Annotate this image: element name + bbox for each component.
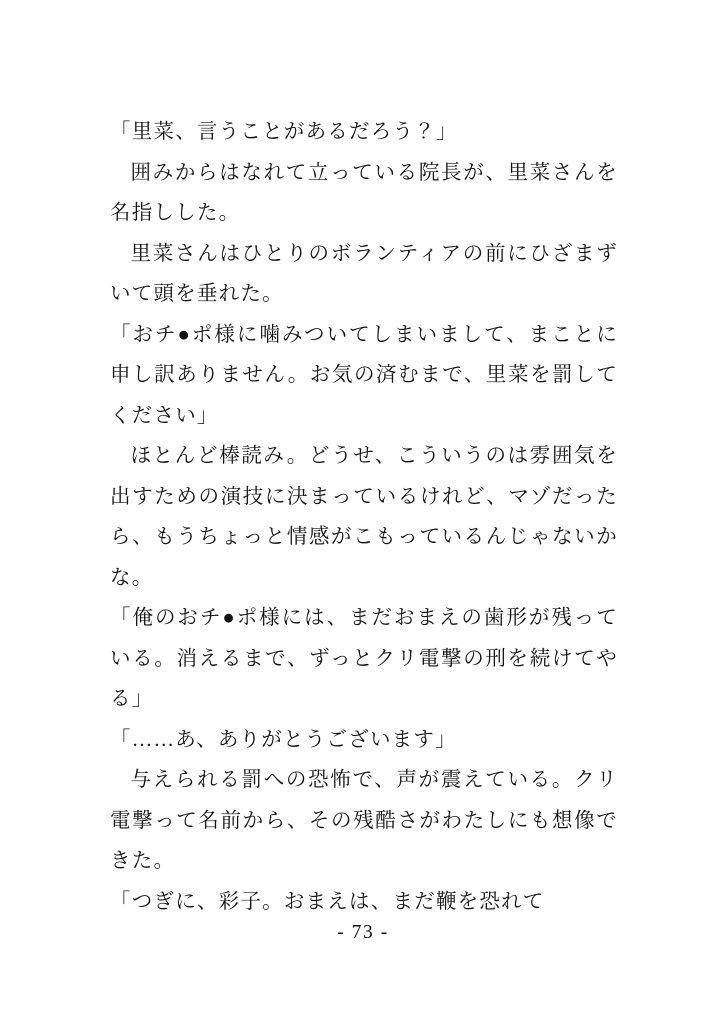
page-body-text [110, 112, 618, 922]
paragraph: 「つぎに、彩子。おまえは、まだ鞭を恐れて [110, 890, 545, 913]
paragraph: 「……あ、ありがとうございます」 [110, 728, 457, 751]
paragraph: 与えられる罰への恐怖で、声が震えている。クリ電撃って名前から、その残酷さがわたしにも想像できた。 [110, 769, 618, 872]
paragraph: ほとんど棒読み。どうせ、こういうのは雰囲気を出すための演技に決まっているけれど、マゾだったら、もうちょっと情感がこもっているんじゃないかな。 [110, 445, 618, 589]
paragraph: 里菜さんはひとりのボランティアの前にひざまずいて頭を垂れた。 [110, 242, 618, 305]
paragraph: 「里菜、言うことがあるだろう？」 [110, 121, 458, 143]
page-number: - 73 - [337, 922, 389, 943]
paragraph: 囲みからはなれて立っている院長が、里菜さんを名指しした。 [110, 161, 618, 224]
paragraph: 「おチ●ポ様に噛みついてしまいまして、まことに申し訳ありません。お気の済むまで、里菜を罰してください」 [110, 323, 618, 427]
paragraph: 「俺のおチ●ポ様には、まだおまえの歯形が残っている。消えるまで、ずっとクリ電撃の刑を続けてやる」 [110, 607, 618, 710]
